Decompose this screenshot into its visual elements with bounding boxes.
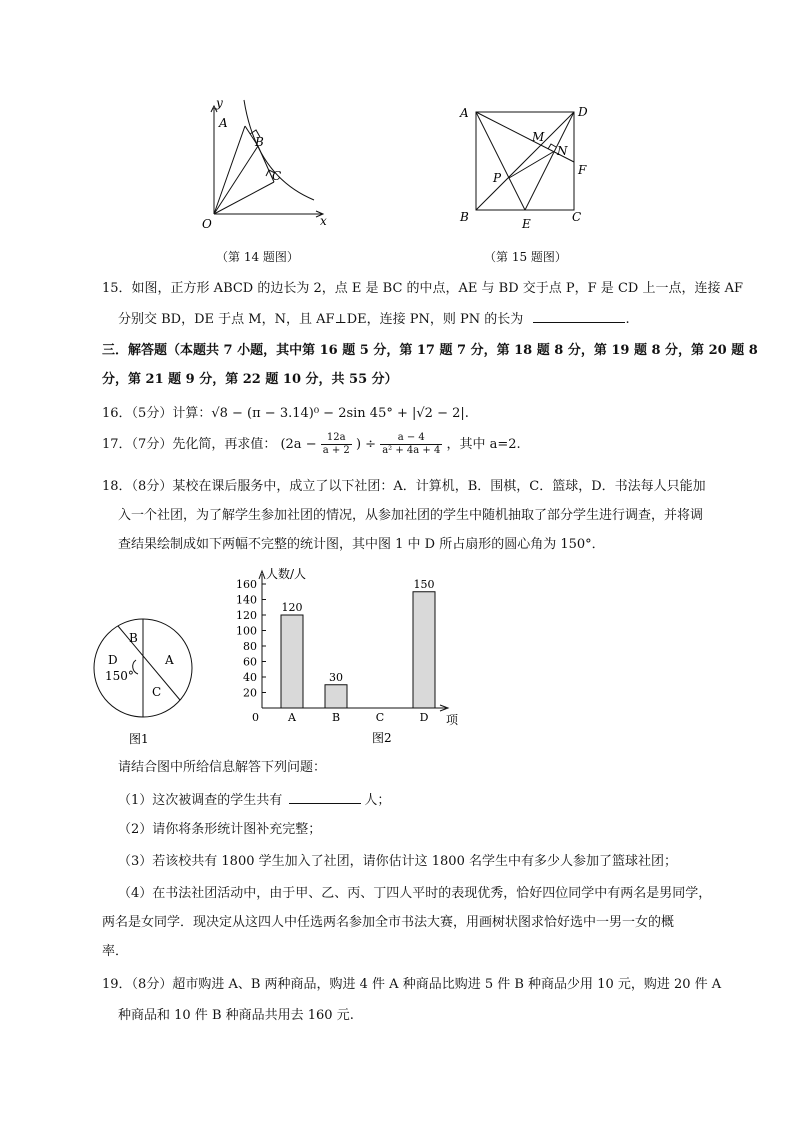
label-e: E: [522, 217, 531, 231]
pie-label-b: B: [129, 631, 138, 645]
label-b: B: [460, 210, 469, 224]
q15-line-1: 15．如图，正方形 ABCD 的边长为 2，点 E 是 BC 的中点，AE 与 BD 交于点 P，F 是 CD 上一点，连接 AF: [102, 281, 743, 296]
segment-ae: [476, 112, 525, 210]
label-d: D: [578, 105, 588, 119]
q17-prefix: 17．（7分）先化简，再求值：: [102, 437, 277, 452]
label-a: A: [219, 116, 228, 130]
q15-line-2: [118, 308, 630, 330]
pie-label-c: C: [152, 685, 162, 699]
q17-line: [102, 430, 521, 460]
q17-f2-numerator: a − 4: [380, 432, 442, 445]
label-x: x: [320, 214, 327, 228]
q15-answer-blank: [533, 308, 625, 323]
q18-sub-2: （2）请你将条形统计图补充完整；: [118, 822, 322, 837]
bar-chart-x-label: 项: [446, 713, 459, 727]
bar-chart-origin-label: 0: [252, 711, 259, 724]
q15-text: 分别交 BD，DE 于点 M，N，且 AF⊥DE，连接 PN，则 PN 的长为: [118, 312, 524, 327]
segment-pn: [509, 152, 553, 178]
label-o: O: [202, 217, 212, 231]
y-tick-label-60: 60: [243, 655, 257, 669]
bar-value-label-A: 120: [281, 601, 303, 614]
q18-sub-4-line-1: （4）在书法社团活动中，由于甲、乙、丙、丁四人平时的表现优秀，恰好四位同学中有两名是男同学，: [118, 886, 712, 901]
bar-value-label-D: 150: [413, 577, 435, 591]
q17-open: (2a −: [280, 437, 317, 452]
q16-expression: √8 − (π − 3.14)⁰ − 2sin 45° + |√2 − 2|.: [211, 406, 469, 421]
y-tick-label-160: 160: [236, 578, 257, 591]
q18-sub-4-line-2: 两名是女同学．现决定从这四人中任选两名参加全市书法大赛，用画树状图求恰好选中一男一女的概: [102, 915, 675, 930]
bar-A: [281, 615, 303, 708]
figure-15: [454, 100, 604, 232]
segment-ob: [214, 146, 258, 214]
q16-line: [102, 404, 469, 424]
x-tick-label-B: B: [331, 711, 341, 724]
section-3-header-line-2: 分，第 21 题 9 分，第 22 题 10 分，共 55 分）: [102, 372, 398, 387]
label-c: C: [272, 169, 282, 183]
q18-prompt: 请结合图中所给信息解答下列问题：: [118, 760, 327, 775]
bar-B: [325, 685, 347, 708]
figure-14: [196, 96, 336, 234]
label-a: A: [460, 106, 469, 120]
pie-label-a: A: [165, 653, 174, 667]
segment-oa: [214, 126, 245, 214]
figure-15-caption: （第 15 题图）: [484, 250, 567, 264]
q18-sub-1: [118, 789, 390, 811]
q18-line-2: 入一个社团，为了解学生参加社团的情况，从参加社团的学生中随机抽取了部分学生进行调查，并将调: [118, 508, 704, 523]
q18-sub-1-blank: [289, 789, 361, 804]
y-tick-label-100: 100: [236, 624, 257, 638]
q17-f1-denominator: a + 2: [322, 445, 350, 456]
label-y: y: [216, 96, 223, 110]
label-b: B: [255, 135, 264, 149]
q18-line-1: 18．（8分）某校在课后服务中，成立了以下社团：A．计算机，B．围棋，C．篮球，D．书法每人只能加: [102, 479, 706, 494]
q19-line-2: 种商品和 10 件 B 种商品共用去 160 元.: [118, 1008, 354, 1023]
bar-value-label-B: 30: [329, 670, 343, 684]
figure-14-caption: （第 14 题图）: [216, 250, 299, 264]
y-tick-label-20: 20: [243, 686, 257, 700]
right-angle-mark-n: [548, 144, 556, 149]
hyperbola-curve: [244, 100, 314, 200]
q17-fraction-2: [380, 432, 442, 457]
label-f: F: [578, 163, 587, 177]
y-tick-label-140: 140: [236, 593, 257, 607]
q18-sub-1-text: （1）这次被调查的学生共有: [118, 793, 283, 808]
q18-line-3: 查结果绘制成如下两幅不完整的统计图，其中图 1 中 D 所占扇形的圆心角为 150°．: [118, 537, 605, 552]
bar-chart-figure-2: [228, 562, 468, 748]
q18-sub-1-unit: 人；: [364, 793, 391, 808]
q17-mid: ) ÷: [355, 437, 377, 452]
pie-label-d: D: [108, 653, 118, 667]
pie-angle-label: 150°: [105, 669, 134, 683]
q17-fraction-1: [321, 432, 352, 457]
pie-chart-figure-1: [92, 616, 202, 748]
segment-oc: [214, 182, 274, 214]
y-tick-label-40: 40: [243, 671, 257, 684]
x-tick-label-A: A: [288, 711, 296, 724]
q18-sub-4-line-3: 率．: [102, 944, 129, 959]
label-p: P: [493, 171, 502, 185]
y-tick-label-80: 80: [243, 640, 257, 653]
q15-end: .: [625, 312, 630, 327]
q17-f1-numerator: 12a: [321, 432, 352, 445]
q19-line-1: 19．（8分）超市购进 A、B 两种商品，购进 4 件 A 种商品比购进 5 件 B 种商品少用 10 元，购进 20 件 A: [102, 977, 722, 992]
bar-chart-caption: 图2: [372, 731, 392, 745]
q17-f2-denominator: a² + 4a + 4: [382, 445, 441, 456]
section-3-header-line-1: 三．解答题（本题共 7 小题，其中第 16 题 5 分，第 17 题 7 分，第 18 题 8 分，第 19 题 8 分，第 20 题 8: [102, 343, 758, 358]
bar-chart-y-label: 人数/人: [266, 567, 307, 581]
q18-sub-3: （3）若该校共有 1800 学生加入了社团，请你估计这 1800 名学生中有多少人参加了篮球社团；: [118, 854, 677, 869]
diagonal-bd: [476, 112, 574, 210]
y-tick-label-120: 120: [236, 609, 257, 622]
label-c: C: [572, 210, 582, 224]
x-tick-label-D: D: [419, 711, 429, 724]
label-m: M: [532, 130, 545, 144]
x-tick-label-C: C: [375, 711, 385, 724]
segment-de: [525, 112, 574, 210]
label-n: N: [557, 144, 568, 158]
pie-caption: 图1: [129, 732, 149, 746]
bar-D: [413, 592, 435, 708]
q16-prefix: 16．（5分）计算：: [102, 406, 212, 421]
q17-suffix: ，其中 a=2.: [446, 437, 521, 452]
